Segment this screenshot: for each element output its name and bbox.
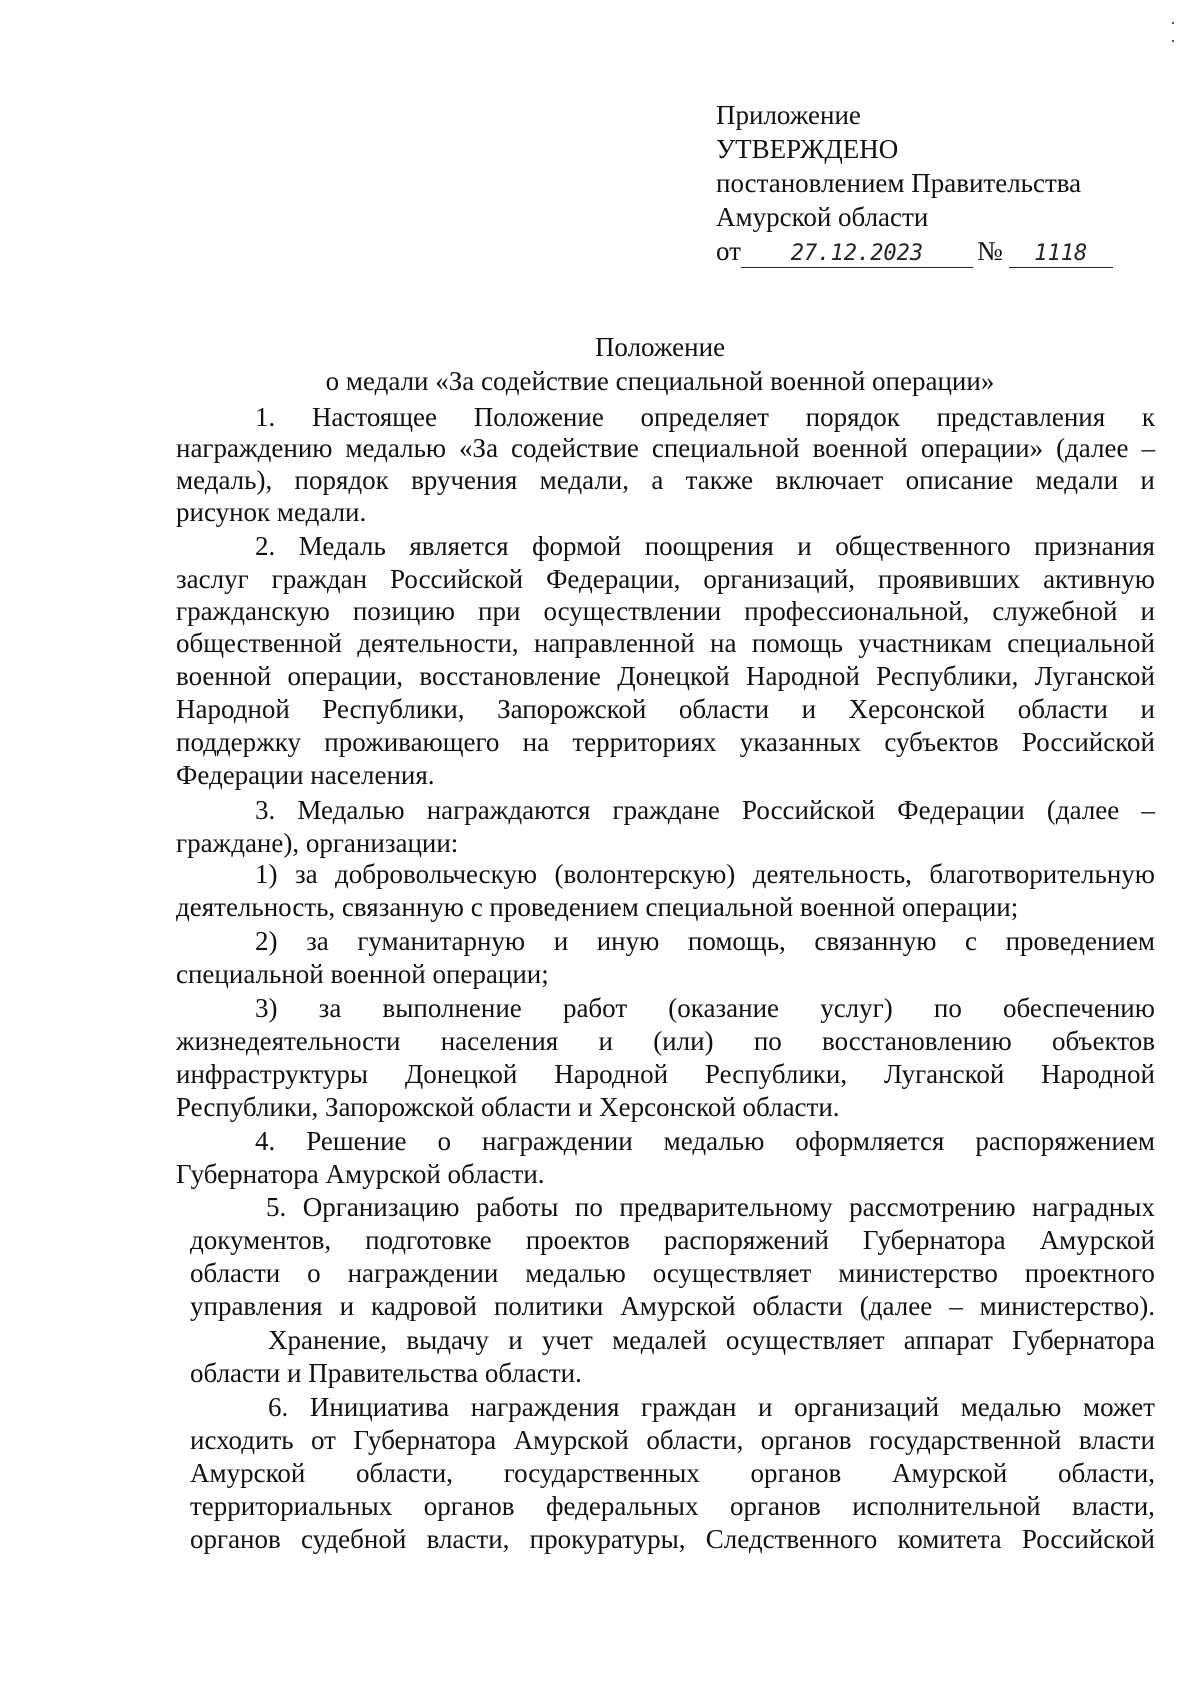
body-word: (далее	[859, 1291, 933, 1321]
body-word: 6.	[268, 1392, 289, 1422]
body-word: медалей	[612, 1325, 707, 1355]
body-line	[190, 1257, 1155, 1289]
body-word: медалью	[663, 1126, 765, 1156]
body-word: военной	[176, 661, 272, 691]
body-word: Федерации,	[546, 564, 681, 594]
body-word: кадровой	[371, 1291, 477, 1321]
body-word: органов	[190, 1524, 281, 1554]
body-word: о	[307, 1258, 321, 1288]
body-word: Инициатива	[309, 1392, 450, 1422]
body-word: распоряжений	[663, 1225, 829, 1255]
body-word: Республики,	[876, 661, 1019, 691]
body-line	[176, 563, 1155, 595]
body-word: осуществлении	[543, 596, 722, 626]
body-word: медали,	[539, 465, 630, 495]
body-word: распоряжением	[975, 1126, 1155, 1156]
body-word: граждане	[612, 795, 720, 825]
body-line	[255, 992, 1155, 1024]
body-line: рисунок медали.	[176, 497, 367, 527]
body-word: и	[1140, 694, 1155, 724]
body-word: признания	[1034, 531, 1155, 561]
body-word: при	[478, 596, 521, 626]
approval-line: УТВЕРЖДЕНО	[716, 134, 899, 164]
body-word: о	[437, 1126, 451, 1156]
body-word: активную	[1043, 564, 1155, 594]
body-word: Луганской	[883, 1059, 1005, 1089]
body-word: Запорожской	[497, 694, 647, 724]
body-word: (или)	[653, 1026, 714, 1056]
approval-line: постановлением Правительства	[716, 168, 1082, 198]
body-word: услуг)	[820, 993, 893, 1023]
body-word: и	[339, 1291, 355, 1321]
body-word: Народной	[554, 1059, 669, 1089]
body-word: выдачу	[406, 1325, 489, 1355]
body-line	[190, 1523, 1155, 1555]
body-word: Республики,	[704, 1059, 848, 1089]
body-word: осуществляет	[652, 1258, 812, 1288]
body-word: Губернатора	[1012, 1325, 1155, 1355]
body-word: федеральных	[546, 1491, 699, 1521]
body-word: населения	[440, 1026, 559, 1056]
body-word: награждении	[347, 1258, 499, 1288]
body-word: Херсонской	[848, 694, 986, 724]
body-word: заслуг	[176, 564, 249, 594]
number-sign: №	[976, 236, 1003, 266]
body-word: добровольческую	[335, 859, 538, 889]
body-word: Российской	[1021, 727, 1155, 757]
body-word: управления	[190, 1291, 323, 1321]
body-word: граждан	[641, 1392, 737, 1422]
body-word: операции,	[287, 661, 404, 691]
body-line: граждане), организации:	[176, 828, 459, 858]
body-word: области,	[1057, 1458, 1155, 1488]
body-word: Амурской	[620, 1291, 736, 1321]
body-line	[255, 858, 1155, 890]
body-word: помощь	[751, 628, 843, 658]
body-word: 3.	[255, 795, 276, 825]
body-word: Российской	[390, 564, 524, 594]
body-word: связанную	[814, 926, 937, 956]
body-word: Народной	[176, 694, 290, 724]
body-word: а	[651, 465, 664, 495]
body-word: общественного	[835, 531, 1011, 561]
body-word: и	[508, 1325, 523, 1355]
approval-stamp-block	[716, 98, 1136, 268]
body-word: проектного	[1024, 1258, 1155, 1288]
body-word: Республики,	[322, 694, 465, 724]
body-word: комитета	[897, 1524, 1002, 1554]
title-line: о медали «За содействие специальной военной операции»	[325, 366, 995, 396]
body-word: работ	[562, 993, 628, 1023]
body-line	[255, 794, 1155, 826]
body-word: гуманитарную	[357, 926, 526, 956]
approval-line: Амурской области	[716, 202, 929, 232]
body-word: судебной	[301, 1524, 407, 1554]
body-word: награждению	[176, 433, 333, 463]
body-line	[266, 1191, 1155, 1223]
body-word: осуществляет	[725, 1325, 885, 1355]
body-word: является	[409, 531, 509, 561]
body-word: Решение	[306, 1126, 407, 1156]
body-word: «За	[459, 433, 499, 463]
body-word: –	[949, 1291, 963, 1321]
body-word: 5.	[266, 1192, 287, 1222]
body-word: операции»	[920, 433, 1044, 463]
body-word: награждении	[481, 1126, 633, 1156]
body-word: Народной	[1041, 1059, 1155, 1089]
body-word: Российской	[1021, 1524, 1155, 1554]
body-word: медали	[1035, 465, 1119, 495]
body-word: выполнение	[382, 993, 522, 1023]
body-line	[255, 530, 1155, 562]
body-word: описание	[905, 465, 1014, 495]
body-line: Республики, Запорожской области и Херсонской области.	[176, 1092, 840, 1122]
body-word: Организацию	[302, 1192, 460, 1222]
body-word: по	[933, 993, 962, 1023]
body-word: помощь,	[687, 926, 786, 956]
body-word: профессиональной,	[744, 596, 970, 626]
body-word: и	[758, 1392, 773, 1422]
body-word: и	[1140, 596, 1155, 626]
body-line: области и Правительства области.	[190, 1358, 582, 1388]
body-word: территориях	[572, 727, 717, 757]
body-word: на	[522, 727, 550, 757]
body-line	[176, 1025, 1155, 1057]
body-word: благотворительную	[929, 859, 1155, 889]
body-word: Губернатора	[862, 1225, 1006, 1255]
body-word: Донецкой	[617, 661, 730, 691]
title-line: Положение	[594, 332, 726, 362]
body-word: органов	[423, 1491, 515, 1521]
body-word: области,	[355, 1458, 453, 1488]
body-word: проектов	[525, 1225, 630, 1255]
body-word: 2.	[255, 531, 276, 561]
body-word: власти,	[1072, 1491, 1155, 1521]
body-word: Губернатора	[353, 1425, 497, 1455]
body-line	[255, 401, 1155, 433]
body-line: деятельность, связанную с проведением специальной военной операции;	[176, 892, 1019, 922]
body-word: (волонтерскую)	[554, 859, 736, 889]
body-word: гражданскую	[176, 596, 330, 626]
body-word: иную	[596, 926, 660, 956]
body-word: органов	[760, 1425, 852, 1455]
body-word: 4.	[255, 1126, 276, 1156]
body-word: Медалью	[297, 795, 405, 825]
body-word: по	[753, 1026, 782, 1056]
body-word: проявивших	[878, 564, 1021, 594]
body-word: предварительному	[619, 1192, 833, 1222]
body-line	[255, 1125, 1155, 1157]
body-line	[255, 925, 1155, 957]
body-word: прокуратуры,	[529, 1524, 686, 1554]
body-line	[190, 1224, 1155, 1256]
body-word: –	[1141, 795, 1155, 825]
body-word: (оказание	[668, 993, 780, 1023]
body-word: Луганской	[1034, 661, 1155, 691]
approval-line: Приложение	[716, 100, 861, 130]
body-word: Настоящее	[311, 402, 438, 432]
scan-speck	[1172, 22, 1174, 24]
body-line	[176, 432, 1155, 464]
body-word: специальной	[1007, 628, 1155, 658]
body-word: Донецкой	[404, 1059, 518, 1089]
body-word: направленной	[533, 628, 695, 658]
body-word: Амурской	[513, 1425, 629, 1455]
body-word: жизнедеятельности	[176, 1026, 401, 1056]
body-line	[176, 595, 1155, 627]
body-word: за	[318, 993, 342, 1023]
body-word: от	[311, 1425, 336, 1455]
body-word: Российской	[742, 795, 876, 825]
body-word: политики	[493, 1291, 604, 1321]
body-word: за	[306, 926, 329, 956]
body-word: органов	[750, 1458, 842, 1488]
body-word: вручения	[411, 465, 518, 495]
body-word: поощрения	[644, 531, 774, 561]
body-word: Медаль	[298, 531, 386, 561]
body-word: участникам	[858, 628, 992, 658]
body-word: органов	[729, 1491, 821, 1521]
body-word: области	[1017, 694, 1109, 724]
body-word: объектов	[1051, 1026, 1155, 1056]
body-word: проживающего	[324, 727, 500, 757]
body-word: Федерации	[897, 795, 1025, 825]
body-word: области	[190, 1258, 281, 1288]
body-word: (далее	[1056, 433, 1129, 463]
body-word: подготовке	[365, 1225, 492, 1255]
approval-date-number-line	[716, 234, 1136, 268]
body-word: позицию	[352, 596, 455, 626]
body-word: проведением	[1005, 926, 1155, 956]
body-line	[176, 726, 1155, 758]
body-word: области	[752, 1291, 843, 1321]
body-word: 1)	[255, 859, 278, 889]
body-line	[268, 1324, 1155, 1356]
body-word: оформляется	[795, 1126, 945, 1156]
body-word: специальной	[651, 433, 800, 463]
body-word: определяет	[640, 402, 769, 432]
body-word: Хранение,	[268, 1325, 388, 1355]
body-word: деятельности,	[357, 628, 519, 658]
body-word: организаций	[794, 1392, 940, 1422]
body-word: также	[685, 465, 754, 495]
body-word: на	[710, 628, 737, 658]
body-line: Губернатора Амурской области.	[176, 1159, 545, 1189]
body-word: 2)	[255, 926, 278, 956]
body-word: инфраструктуры	[176, 1059, 368, 1089]
body-word: медалью	[525, 1258, 626, 1288]
body-word: Амурской	[1039, 1225, 1155, 1255]
handwritten-date: 27.12.2023	[741, 241, 973, 268]
body-word: исполнительной	[852, 1491, 1041, 1521]
body-word: области,	[646, 1425, 744, 1455]
body-line	[176, 1058, 1155, 1090]
body-word: и	[1140, 465, 1155, 495]
body-word: работы	[476, 1192, 559, 1222]
body-word: Амурской	[891, 1458, 1008, 1488]
body-word: учет	[541, 1325, 593, 1355]
body-line	[190, 1457, 1155, 1489]
body-word: медаль),	[176, 465, 273, 495]
body-word: к	[1141, 402, 1155, 432]
body-word: медалью	[960, 1392, 1062, 1422]
body-word: власти,	[426, 1524, 510, 1554]
body-word: наградных	[1032, 1192, 1155, 1222]
body-word: указанных	[739, 727, 862, 757]
body-word: территориальных	[190, 1491, 393, 1521]
body-word: государственной	[868, 1425, 1062, 1455]
body-word: граждан	[271, 564, 368, 594]
from-label: от	[716, 236, 741, 266]
body-word: с	[964, 926, 977, 956]
body-line: специальной военной операции;	[176, 959, 549, 989]
body-word: по	[574, 1192, 603, 1222]
body-word: власти	[1078, 1425, 1155, 1455]
body-word: и	[797, 531, 812, 561]
body-word: и	[598, 1026, 613, 1056]
body-word: медалью	[345, 433, 447, 463]
body-line	[190, 1490, 1155, 1522]
body-word: общественной	[176, 628, 342, 658]
document-title	[176, 330, 1144, 398]
body-word: может	[1082, 1392, 1155, 1422]
body-word: Амурской	[190, 1458, 306, 1488]
body-word: обеспечению	[1003, 993, 1155, 1023]
body-word: и	[553, 926, 569, 956]
body-word: субъектов	[884, 727, 999, 757]
body-word: формой	[532, 531, 622, 561]
body-line	[190, 1424, 1155, 1456]
body-word: награждаются	[426, 795, 591, 825]
body-word: области	[678, 694, 770, 724]
body-word: порядок	[294, 465, 389, 495]
body-line	[176, 693, 1155, 725]
body-word: –	[1141, 433, 1155, 463]
body-word: содействие	[511, 433, 639, 463]
body-word: Следственного	[705, 1524, 878, 1554]
handwritten-number: 1118	[1009, 241, 1113, 268]
body-word: аппарат	[903, 1325, 993, 1355]
body-word: документов,	[190, 1225, 332, 1255]
body-word: и	[801, 694, 817, 724]
body-line	[176, 627, 1155, 659]
body-word: поддержку	[176, 727, 302, 757]
body-word: 1.	[255, 402, 276, 432]
body-word: за	[294, 859, 318, 889]
body-word: Народной	[746, 661, 860, 691]
body-word: (далее	[1046, 795, 1120, 825]
body-word: представления	[936, 402, 1106, 432]
body-word: порядок	[805, 402, 900, 432]
body-word: награждения	[470, 1392, 620, 1422]
body-word: 3)	[255, 993, 278, 1023]
body-word: министерство	[838, 1258, 998, 1288]
body-word: Положение	[473, 402, 604, 432]
body-line: Федерации населения.	[176, 760, 435, 790]
body-word: министерство).	[979, 1291, 1155, 1321]
body-word: исходить	[190, 1425, 294, 1455]
body-word: восстановление	[419, 661, 601, 691]
body-word: включает	[775, 465, 884, 495]
body-line	[176, 464, 1155, 496]
body-line	[176, 660, 1155, 692]
body-word: служебной	[992, 596, 1118, 626]
body-line	[190, 1290, 1155, 1322]
body-line	[268, 1391, 1155, 1423]
body-word: государственных	[503, 1458, 700, 1488]
scan-speck	[1172, 40, 1174, 42]
body-word: организаций,	[703, 564, 856, 594]
body-word: восстановлению	[822, 1026, 1012, 1056]
body-word: военной	[812, 433, 908, 463]
body-word: рассмотрению	[849, 1192, 1016, 1222]
body-word: деятельность,	[752, 859, 912, 889]
